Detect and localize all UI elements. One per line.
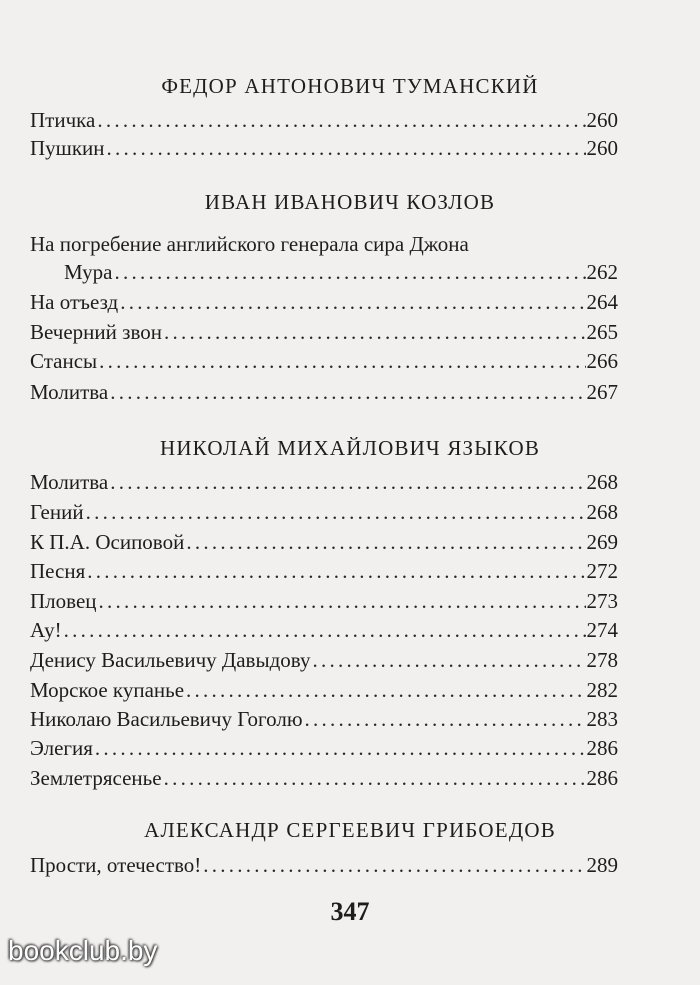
toc-entry xyxy=(64,258,618,286)
entry-title: Морское купанье xyxy=(30,678,185,702)
entry-page: 264 xyxy=(586,290,618,314)
entry-page: 283 xyxy=(586,707,618,731)
author-heading: АЛЕКСАНДР СЕРГЕЕВИЧ ГРИБОЕДОВ xyxy=(144,818,556,842)
dot-leader xyxy=(162,318,586,346)
entry-page: 267 xyxy=(586,380,618,404)
entry-title: Вечерний звон xyxy=(30,320,162,344)
dot-leader xyxy=(97,347,585,375)
entry-page: 260 xyxy=(586,136,618,160)
entry-page: 269 xyxy=(586,530,618,554)
toc-entry xyxy=(30,734,618,762)
entry-title: Песня xyxy=(30,559,86,583)
toc-entry xyxy=(30,468,618,496)
toc-entry xyxy=(30,587,618,615)
toc-entry xyxy=(30,528,618,556)
entry-page: 262 xyxy=(586,260,618,284)
entry-page: 286 xyxy=(586,736,618,760)
entry-title: Прости, отечество! xyxy=(30,853,202,877)
entry-title: Птичка xyxy=(30,108,96,132)
entry-page: 272 xyxy=(586,559,618,583)
dot-leader xyxy=(85,557,585,585)
toc-entry xyxy=(30,318,618,346)
entry-page: 273 xyxy=(586,589,618,613)
author-heading: НИКОЛАЙ МИХАЙЛОВИЧ ЯЗЫКОВ xyxy=(159,436,541,460)
dot-leader xyxy=(303,705,586,733)
toc-entry xyxy=(30,646,618,674)
entry-title: Гений xyxy=(30,500,84,524)
toc-entry xyxy=(30,616,618,644)
toc-entry xyxy=(30,557,618,585)
entry-title: Денису Васильевичу Давыдову xyxy=(30,648,311,672)
page-number: 347 xyxy=(330,897,370,926)
entry-title-line1: На погребение английского генерала сира Джона xyxy=(30,232,469,256)
entry-title: На отъезд xyxy=(30,290,119,314)
entry-page: 268 xyxy=(586,500,618,524)
entry-title: Землетрясенье xyxy=(30,766,162,790)
entry-title: Ау! xyxy=(30,618,62,642)
toc-entry xyxy=(30,134,618,162)
dot-leader xyxy=(105,134,586,162)
dot-leader xyxy=(184,676,585,704)
dot-leader xyxy=(201,851,585,879)
entry-title: Стансы xyxy=(30,349,98,373)
entry-page: 268 xyxy=(586,470,618,494)
toc-entry xyxy=(30,764,618,792)
dot-leader xyxy=(112,258,585,286)
entry-page: 260 xyxy=(586,108,618,132)
entry-title: К П.А. Осиповой xyxy=(30,530,185,554)
dot-leader xyxy=(310,646,585,674)
toc-entry xyxy=(30,498,618,526)
entry-page: 265 xyxy=(586,320,618,344)
entry-page: 266 xyxy=(586,349,618,373)
dot-leader xyxy=(84,498,586,526)
entry-title: Пловец xyxy=(30,589,97,613)
toc-entry xyxy=(30,676,618,704)
entry-page: 289 xyxy=(586,853,618,877)
toc-entry xyxy=(30,106,618,134)
entry-title: Молитва xyxy=(30,380,109,404)
entry-page: 282 xyxy=(586,678,618,702)
dot-leader xyxy=(108,378,585,406)
entry-title: Молитва xyxy=(30,470,109,494)
entry-title: Николаю Васильевичу Гоголю xyxy=(30,707,303,731)
dot-leader xyxy=(62,616,586,644)
dot-leader xyxy=(95,106,585,134)
entry-page: 274 xyxy=(586,618,618,642)
dot-leader xyxy=(118,288,585,316)
entry-page: 286 xyxy=(586,766,618,790)
entry-page: 278 xyxy=(586,648,618,672)
toc-entry xyxy=(30,378,618,406)
watermark: bookclub.by xyxy=(8,935,158,966)
toc-entry xyxy=(30,851,618,879)
author-heading: ИВАН ИВАНОВИЧ КОЗЛОВ xyxy=(204,190,496,214)
toc-entry xyxy=(30,288,618,316)
dot-leader xyxy=(184,528,585,556)
entry-title: Пушкин xyxy=(30,136,105,160)
dot-leader xyxy=(162,764,586,792)
entry-title: Элегия xyxy=(30,736,93,760)
toc-entry xyxy=(30,705,618,733)
dot-leader xyxy=(93,734,586,762)
author-heading: ФЕДОР АНТОНОВИЧ ТУМАНСКИЙ xyxy=(161,74,539,98)
dot-leader xyxy=(108,468,585,496)
entry-title: Мура xyxy=(64,260,113,284)
toc-entry xyxy=(30,347,618,375)
dot-leader xyxy=(97,587,586,615)
